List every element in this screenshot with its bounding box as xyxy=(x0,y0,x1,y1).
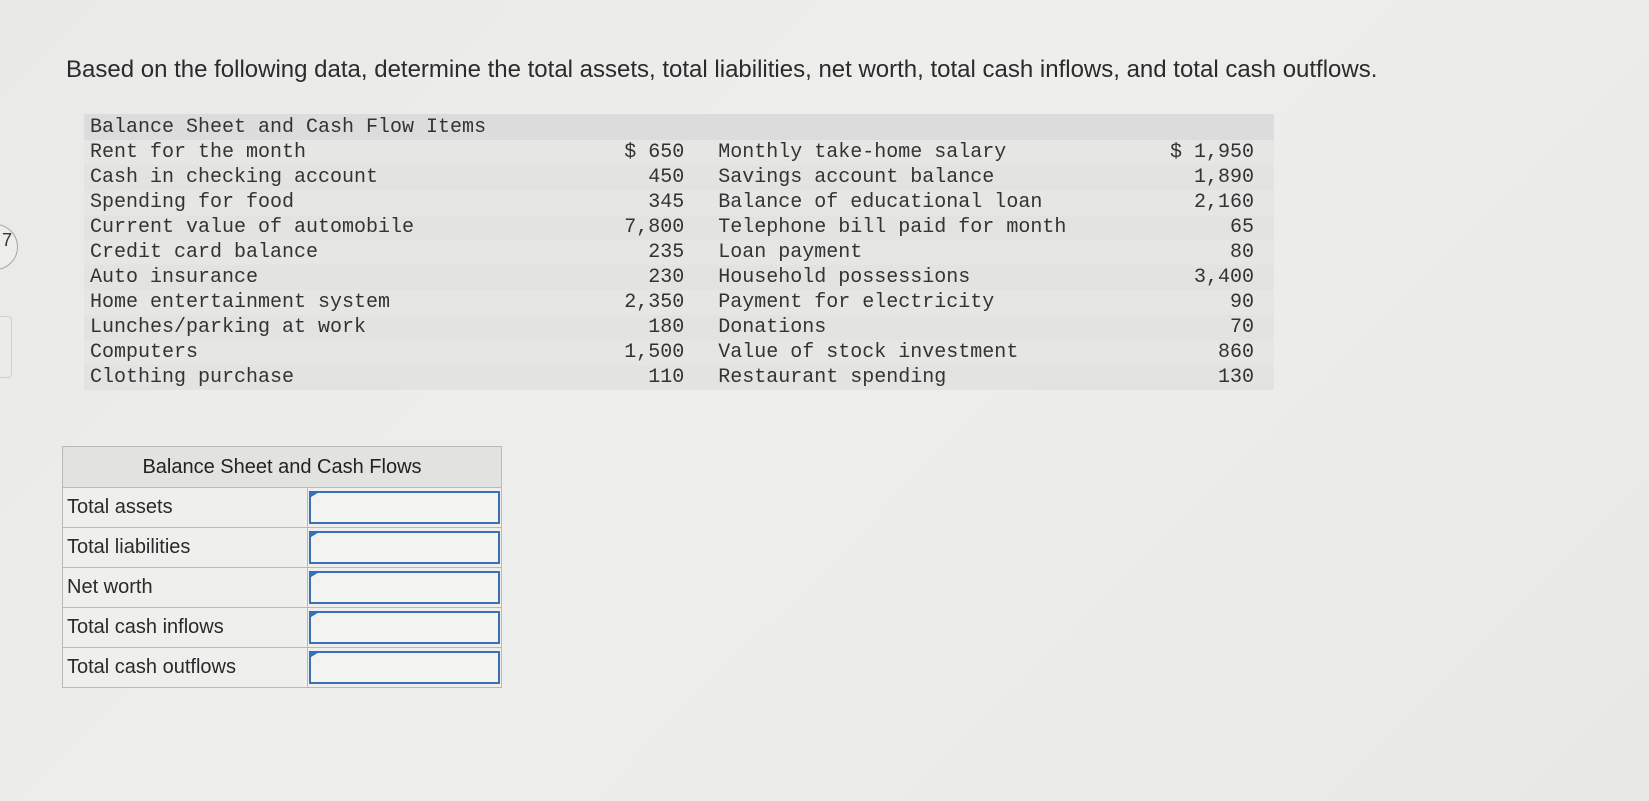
answer-label: Total liabilities xyxy=(63,528,308,568)
item-label: Home entertainment system xyxy=(84,290,586,315)
table-row xyxy=(84,190,1274,215)
table-row xyxy=(84,315,1274,340)
input-flag-icon xyxy=(311,651,321,657)
item-label: Current value of automobile xyxy=(84,215,586,240)
table-row xyxy=(84,215,1274,240)
answer-row-total-assets xyxy=(63,488,502,528)
answer-label: Total assets xyxy=(63,488,308,528)
item-label: Value of stock investment xyxy=(704,340,1154,365)
item-value: 230 xyxy=(586,265,704,290)
item-label: Spending for food xyxy=(84,190,586,215)
table-row xyxy=(84,365,1274,390)
item-value: 235 xyxy=(586,240,704,265)
item-label: Household possessions xyxy=(704,265,1154,290)
table-row xyxy=(84,165,1274,190)
item-value: 860 xyxy=(1155,340,1274,365)
total-assets-input[interactable] xyxy=(309,491,500,524)
table-row xyxy=(84,140,1274,165)
input-flag-icon xyxy=(311,571,321,577)
item-value: 130 xyxy=(1155,365,1274,390)
item-value: 70 xyxy=(1155,315,1274,340)
data-table-header-row xyxy=(84,114,1274,140)
answer-row-total-cash-outflows xyxy=(63,648,502,688)
item-label: Computers xyxy=(84,340,586,365)
item-value: 1,500 xyxy=(586,340,704,365)
item-value: 2,160 xyxy=(1155,190,1274,215)
item-label: Monthly take-home salary xyxy=(704,140,1154,165)
table-row xyxy=(84,265,1274,290)
answer-label: Net worth xyxy=(63,568,308,608)
item-value: 65 xyxy=(1155,215,1274,240)
item-value: 180 xyxy=(586,315,704,340)
total-cash-outflows-input[interactable] xyxy=(309,651,500,684)
item-label: Telephone bill paid for month xyxy=(704,215,1154,240)
total-cash-inflows-input[interactable] xyxy=(309,611,500,644)
item-label: Loan payment xyxy=(704,240,1154,265)
answer-table-header: Balance Sheet and Cash Flows xyxy=(63,447,502,488)
total-liabilities-input[interactable] xyxy=(309,531,500,564)
answer-row-total-cash-inflows xyxy=(63,608,502,648)
item-value: 7,800 xyxy=(586,215,704,240)
answer-table xyxy=(62,446,502,688)
item-value: 90 xyxy=(1155,290,1274,315)
answer-label: Total cash outflows xyxy=(63,648,308,688)
item-label: Savings account balance xyxy=(704,165,1154,190)
item-value: 80 xyxy=(1155,240,1274,265)
side-panel-edge xyxy=(0,316,12,378)
item-value: 2,350 xyxy=(586,290,704,315)
question-text: Based on the following data, determine the total assets, total liabilities, net worth, total cash inflows, and total cash outflows. xyxy=(66,56,1378,83)
item-value: 345 xyxy=(586,190,704,215)
item-label: Donations xyxy=(704,315,1154,340)
input-flag-icon xyxy=(311,531,321,537)
item-value: 3,400 xyxy=(1155,265,1274,290)
table-row xyxy=(84,240,1274,265)
item-value: 1,890 xyxy=(1155,165,1274,190)
answer-row-total-liabilities xyxy=(63,528,502,568)
item-label: Payment for electricity xyxy=(704,290,1154,315)
item-value: $ 650 xyxy=(586,140,704,165)
data-table xyxy=(84,114,1274,390)
item-value: 450 xyxy=(586,165,704,190)
answer-row-net-worth xyxy=(63,568,502,608)
item-label: Restaurant spending xyxy=(704,365,1154,390)
table-row xyxy=(84,340,1274,365)
item-label: Auto insurance xyxy=(84,265,586,290)
net-worth-input[interactable] xyxy=(309,571,500,604)
answer-label: Total cash inflows xyxy=(63,608,308,648)
input-flag-icon xyxy=(311,491,321,497)
item-label: Lunches/parking at work xyxy=(84,315,586,340)
item-label: Balance of educational loan xyxy=(704,190,1154,215)
table-row xyxy=(84,290,1274,315)
item-value: $ 1,950 xyxy=(1155,140,1274,165)
input-flag-icon xyxy=(311,611,321,617)
item-label: Clothing purchase xyxy=(84,365,586,390)
item-label: Credit card balance xyxy=(84,240,586,265)
data-table-header: Balance Sheet and Cash Flow Items xyxy=(84,114,586,140)
item-value: 110 xyxy=(586,365,704,390)
question-number: 7 xyxy=(2,230,13,250)
item-label: Rent for the month xyxy=(84,140,586,165)
item-label: Cash in checking account xyxy=(84,165,586,190)
